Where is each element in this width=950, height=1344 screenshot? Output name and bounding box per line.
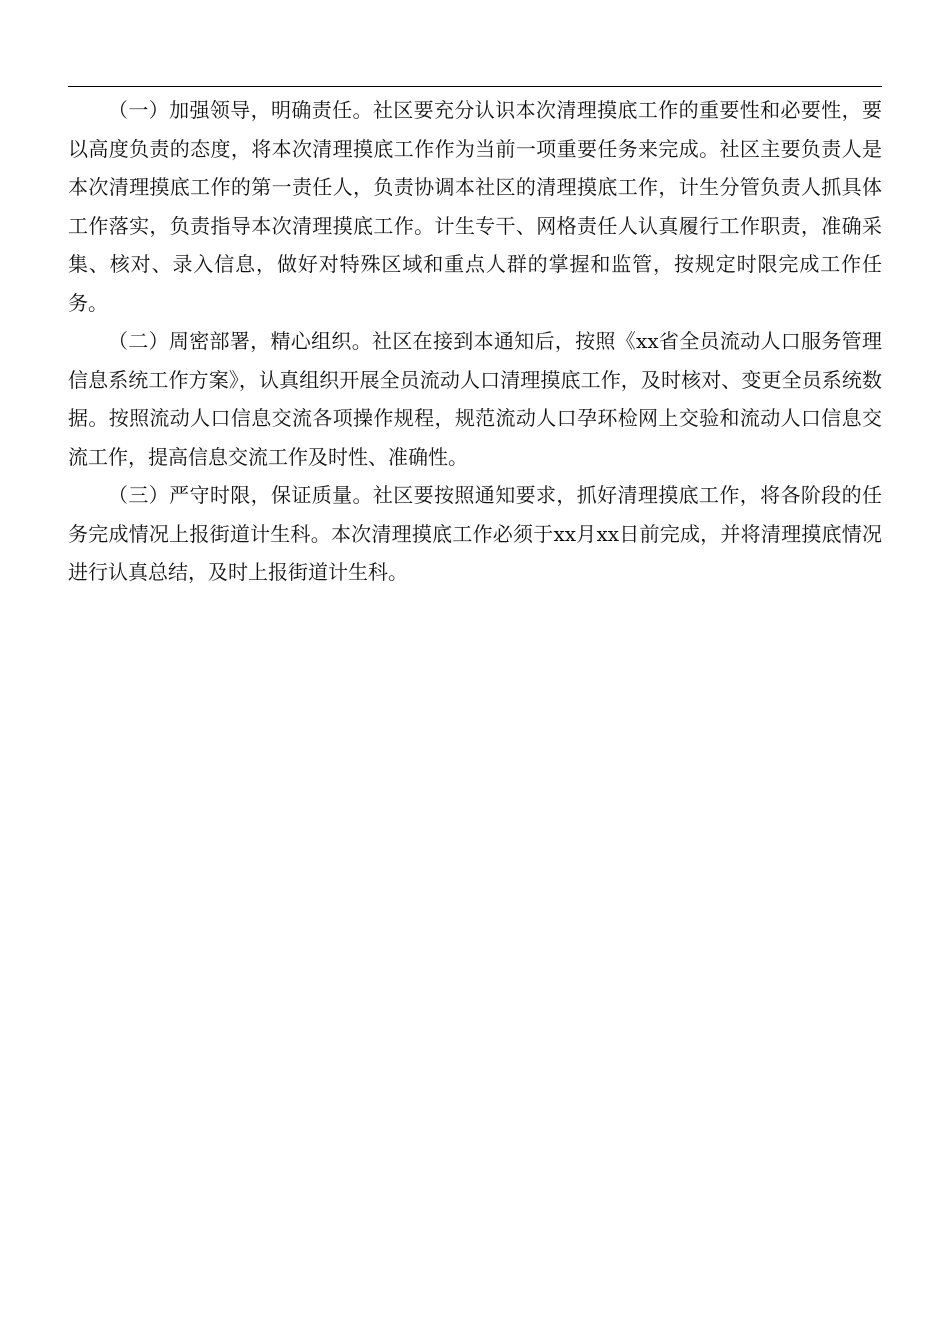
paragraph-3: （三）严守时限，保证质量。社区要按照通知要求，抓好清理摸底工作，将各阶段的任务完成情况上报街道计生科。本次清理摸底工作必须于xx月xx日前完成，并将清理摸底情况进行认真总结，及时上报街道计生科。 — [68, 483, 882, 584]
paragraph-2: （二）周密部署，精心组织。社区在接到本通知后，按照《xx省全员流动人口服务管理信息系统工作方案》，认真组织开展全员流动人口清理摸底工作，及时核对、变更全员系统数据。按照流动人口信息交流各项操作规程，规范流动人口孕环检网上交验和流动人口信息交流工作，提高信息交流工作及时性、准确性。 — [68, 329, 882, 469]
paragraph-1: （一）加强领导，明确责任。社区要充分认识本次清理摸底工作的重要性和必要性，要以高度负责的态度，将本次清理摸底工作作为当前一项重要任务来完成。社区主要负责人是本次清理摸底工作的第一责任人，负责协调本社区的清理摸底工作，计生分管负责人抓具体工作落实，负责指导本次清理摸底工作。计生专干、网格责任人认真履行工作职责，准确采集、核对、录入信息，做好对特殊区域和重点人群的掌握和监管，按规定时限完成工作任务。 — [68, 98, 882, 315]
document-body — [68, 91, 882, 592]
header-rule — [68, 86, 882, 87]
